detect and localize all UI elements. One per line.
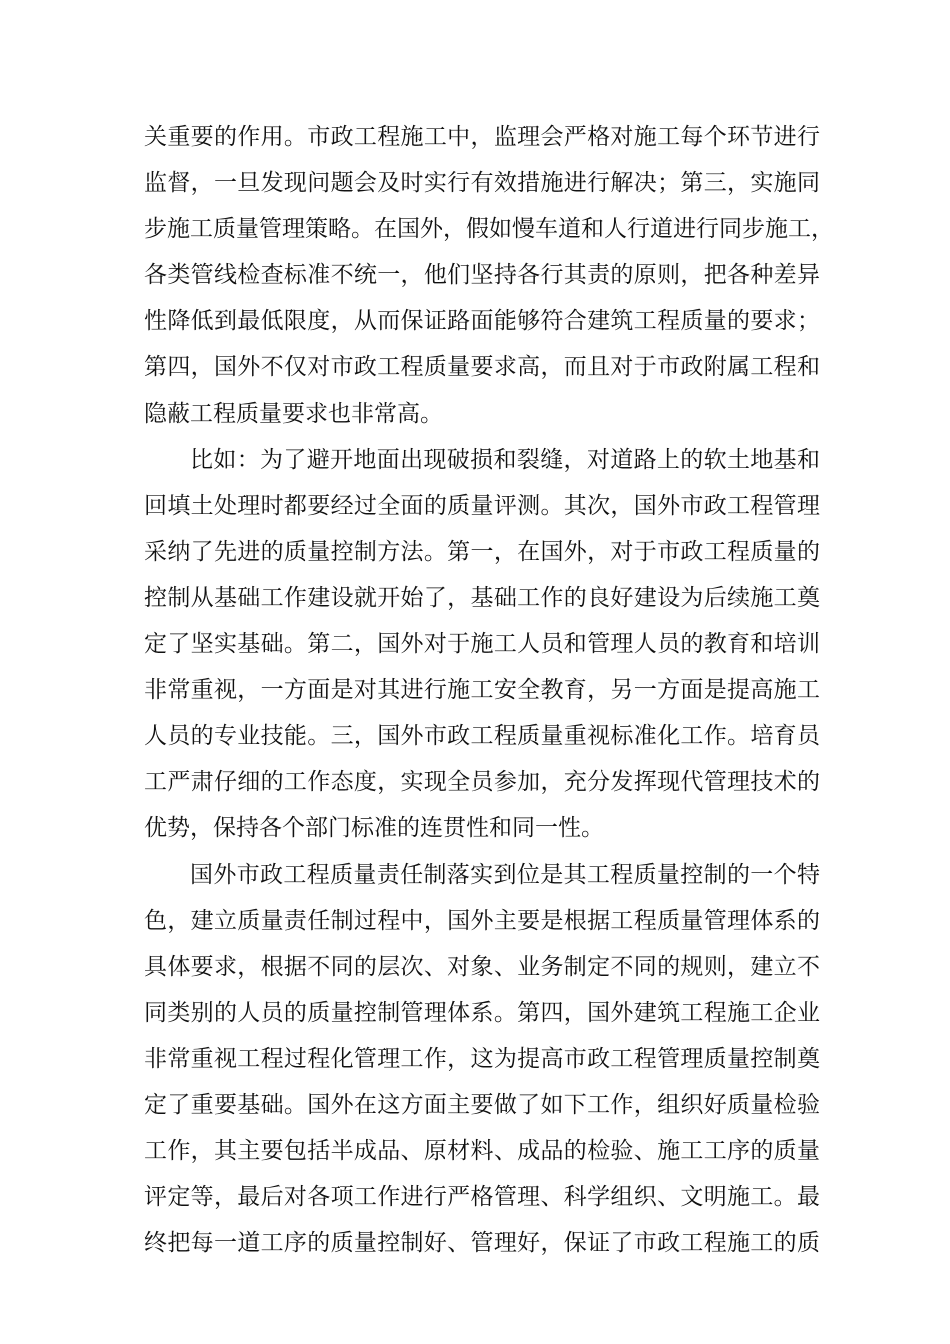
- text-line: 各类管线检查标准不统一，他们坚持各行其责的原则，把各种差异: [144, 262, 820, 289]
- text-line: 监督，一旦发现问题会及时实行有效措施进行解决；第三，实施同: [144, 170, 820, 197]
- text-line: 定了重要基础。国外在这方面主要做了如下工作，组织好质量检验: [144, 1091, 820, 1118]
- text-line: 隐蔽工程质量要求也非常高。: [144, 400, 443, 427]
- paragraph: [144, 437, 820, 852]
- text-line: 比如：为了避开地面出现破损和裂缝，对道路上的软土地基和: [190, 446, 820, 473]
- paragraph: [144, 852, 820, 1267]
- text-line: 定了坚实基础。第二，国外对于施工人员和管理人员的教育和培训: [144, 631, 820, 658]
- text-line: 工作，其主要包括半成品、原材料、成品的检验、施工工序的质量: [144, 1138, 820, 1165]
- text-line: 工严肃仔细的工作态度，实现全员参加，充分发挥现代管理技术的: [144, 769, 820, 796]
- text-line: 评定等，最后对各项工作进行严格管理、科学组织、文明施工。最: [144, 1184, 820, 1211]
- text-line: 采纳了先进的质量控制方法。第一，在国外，对于市政工程质量的: [144, 538, 820, 565]
- text-line: 步施工质量管理策略。在国外，假如慢车道和人行道进行同步施工，: [144, 216, 834, 243]
- body-text: [144, 114, 834, 1266]
- text-line: 同类别的人员的质量控制管理体系。第四，国外建筑工程施工企业: [144, 999, 820, 1026]
- text-line: 终把每一道工序的质量控制好、管理好，保证了市政工程施工的质: [144, 1230, 820, 1257]
- text-line: 具体要求，根据不同的层次、对象、业务制定不同的规则，建立不: [144, 953, 820, 980]
- text-line: 非常重视，一方面是对其进行施工安全教育，另一方面是提高施工: [144, 677, 820, 704]
- paragraph: [144, 114, 834, 437]
- text-line: 性降低到最低限度，从而保证路面能够符合建筑工程质量的要求；: [144, 308, 820, 335]
- text-line: 国外市政工程质量责任制落实到位是其工程质量控制的一个特: [190, 861, 820, 888]
- text-line: 关重要的作用。市政工程施工中，监理会严格对施工每个环节进行: [144, 124, 820, 150]
- text-line: 控制从基础工作建设就开始了，基础工作的良好建设为后续施工奠: [144, 584, 820, 611]
- text-line: 非常重视工程过程化管理工作，这为提高市政工程管理质量控制奠: [144, 1045, 820, 1072]
- text-line: 色，建立质量责任制过程中，国外主要是根据工程质量管理体系的: [144, 907, 820, 934]
- text-line: 人员的专业技能。三，国外市政工程质量重视标准化工作。培育员: [144, 723, 820, 750]
- text-line: 第四，国外不仅对市政工程质量要求高，而且对于市政附属工程和: [144, 354, 820, 381]
- text-line: 回填土处理时都要经过全面的质量评测。其次，国外市政工程管理: [144, 492, 820, 519]
- text-line: 优势，保持各个部门标准的连贯性和同一性。: [144, 815, 604, 842]
